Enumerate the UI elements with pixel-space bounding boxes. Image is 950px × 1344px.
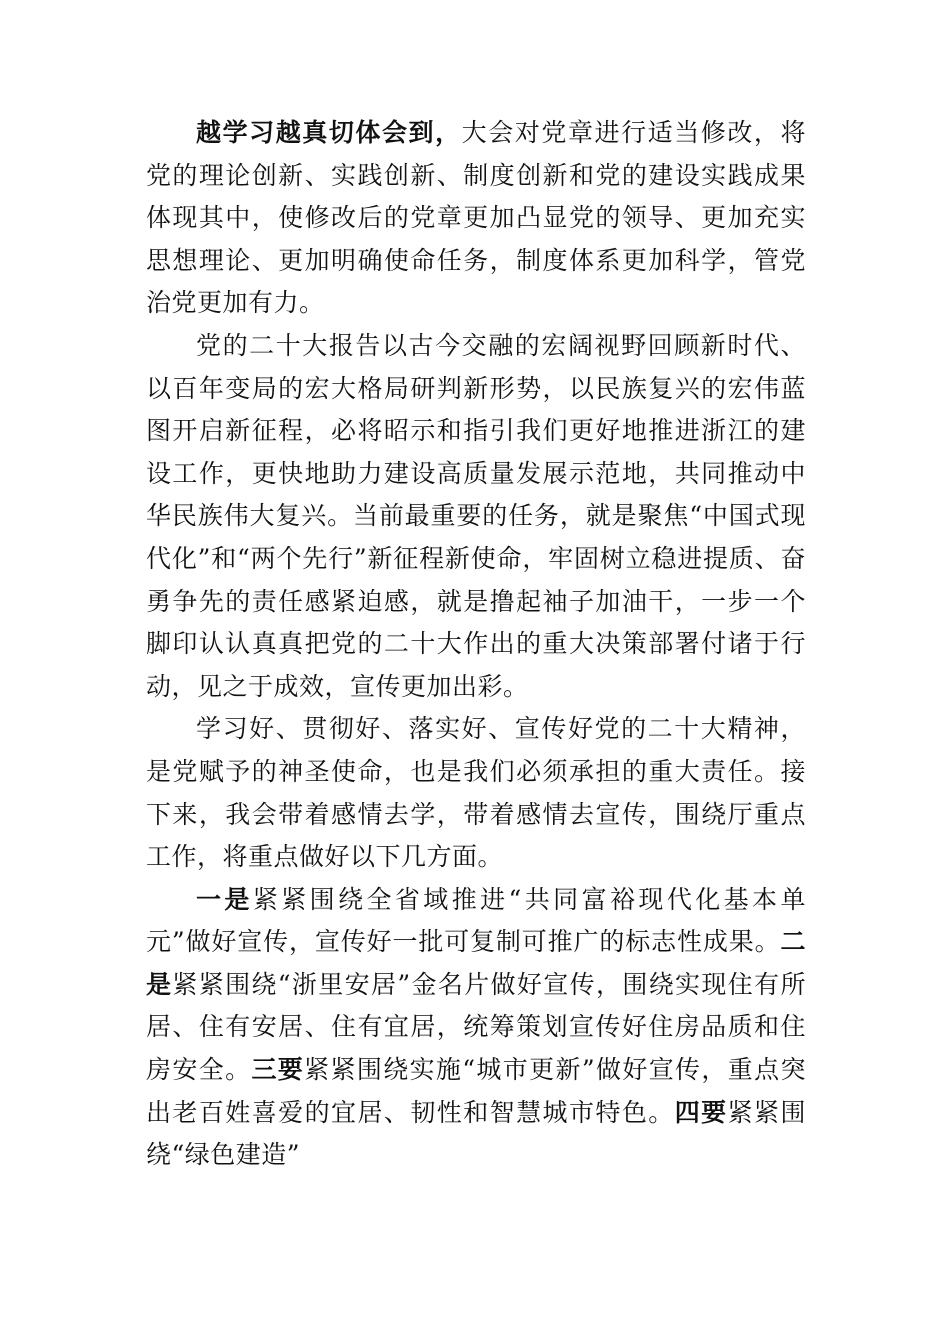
point-2-lead: 二是: [146, 927, 806, 999]
point-2-text: 紧紧围绕“浙里安居”金名片做好宣传，围绕实现住有所居、住有安居、住有宜居，统筹策划宣传好住房品质和住房安全。: [146, 969, 806, 1085]
paragraph-3-text: 学习好、贯彻好、落实好、宣传好党的二十大精神，是党赋予的神圣使命，也是我们必须承担的重大责任。接下来，我会带着感情去学，带着感情去宣传，围绕厅重点工作，将重点做好以下几方面。: [146, 714, 806, 872]
point-3-text: 紧紧围绕实施“城市更新”做好宣传，重点突出老百姓喜爱的宜居、韧性和智慧城市特色。: [146, 1055, 806, 1127]
paragraph-4: [146, 879, 806, 1177]
paragraph-2: [146, 325, 806, 708]
paragraph-2-text: 党的二十大报告以古今交融的宏阔视野回顾新时代、以百年变局的宏大格局研判新形势，以民族复兴的宏伟蓝图开启新征程，必将昭示和指引我们更好地推进浙江的建设工作，更快地助力建设高质量发展示范地，共同推动中华民族伟大复兴。当前最重要的任务，就是聚焦“中国式现代化”和“两个先行”新征程新使命，牢固树立稳进提质、奋勇争先的责任感紧迫感，就是撸起袖子加油干，一步一个脚印认认真真把党的二十大作出的重大决策部署付诸于行动，见之于成效，宣传更加出彩。: [146, 330, 806, 701]
point-3-lead: 三要: [251, 1055, 305, 1085]
document-body: [146, 112, 806, 1177]
paragraph-1-lead: 越学习越真切体会到，: [196, 118, 462, 147]
point-1-lead: 一是: [196, 884, 253, 914]
paragraph-1-text: 大会对党章进行适当修改，将党的理论创新、实践创新、制度创新和党的建设实践成果体现其中，使修改后的党章更加凸显党的领导、更加充实思想理论、更加明确使命任务，制度体系更加科学，管党治党更加有力。: [146, 118, 806, 318]
point-1-text: 紧紧围绕全省域推进“共同富裕现代化基本单元”做好宣传，宣传好一批可复制可推广的标志性成果。: [146, 884, 806, 957]
paragraph-3: [146, 708, 806, 878]
point-4-text: 紧紧围绕“绿色建造”: [146, 1097, 806, 1170]
point-4-lead: 四要: [674, 1097, 728, 1127]
paragraph-1: [146, 112, 806, 325]
